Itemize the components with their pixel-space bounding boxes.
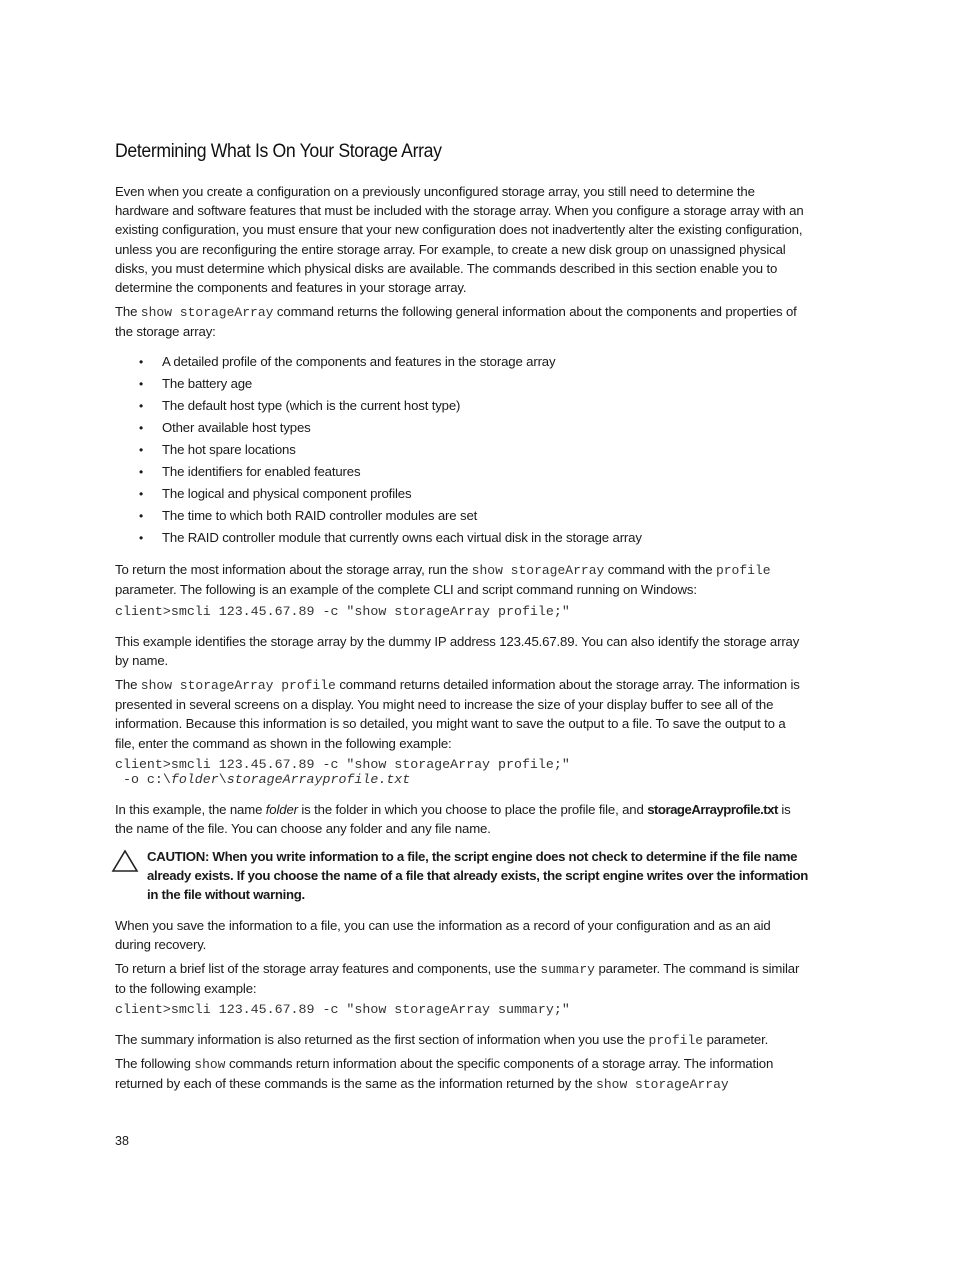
text: command returns the following general information about the components and properties of the storage array: bbox=[115, 304, 797, 340]
text: parameter. bbox=[703, 1032, 769, 1047]
list-item-text: The battery age bbox=[162, 376, 253, 391]
text: command returns detailed information about the storage array. The information is presented in several screens on a display. You might need to increase the size of your display buffer to see all of the information. Because this information is so detailed, you might want to save the output to a file. To save the output to a file, enter the command as shown in the following example: bbox=[115, 677, 800, 751]
summary-paragraph bbox=[115, 959, 808, 998]
list-item-text: A detailed profile of the components and features in the storage array bbox=[162, 354, 556, 369]
code-variable: folder bbox=[170, 772, 219, 787]
list-item-text: Other available host types bbox=[162, 420, 311, 435]
list-item-text: The logical and physical component profiles bbox=[162, 486, 412, 501]
bullet-icon: • bbox=[139, 355, 144, 369]
bullet-icon: • bbox=[139, 465, 144, 479]
list-item bbox=[115, 439, 642, 461]
folder-explanation-paragraph bbox=[115, 800, 808, 838]
caution-text: CAUTION: When you write information to a file, the script engine does not check to determine if the file name already exists. If you choose the name of a file that already exists, the script engine writes over the information in the file without warning. bbox=[147, 849, 808, 903]
text: is the folder in which you choose to place the profile file, and bbox=[297, 802, 648, 817]
command-inline: show storageArray bbox=[140, 305, 274, 320]
ip-address-paragraph: This example identifies the storage array by the dummy IP address 123.45.67.89. You can also identify the storage array by name. bbox=[115, 634, 800, 669]
profile-output-paragraph bbox=[115, 675, 808, 753]
text: In this example, the name bbox=[115, 802, 266, 817]
intro-paragraph: Even when you create a configuration on a previously unconfigured storage array, you still need to determine the hardware and software features that must be included with the storage array. When you configure a storage array with an existing configuration, you must ensure that your new configuration does not inadvertently alter the existing configuration, unless you are reconfiguring the entire storage array. For example, to create a new disk group on unassigned physical disks, you must determine which physical disks are available. The commands described in this section enable you to determine the components and features in your storage array. bbox=[115, 184, 804, 296]
command-inline: show storageArray profile bbox=[140, 678, 336, 693]
list-item bbox=[115, 505, 642, 527]
show-commands-paragraph bbox=[115, 1054, 808, 1094]
list-item bbox=[115, 483, 642, 505]
show-storagearray-paragraph bbox=[115, 302, 808, 341]
code-example-summary: client>smcli 123.45.67.89 -c "show storageArray summary;" bbox=[115, 1002, 570, 1017]
bullet-icon: • bbox=[139, 531, 144, 545]
bullet-icon: • bbox=[139, 487, 144, 501]
list-item-text: The time to which both RAID controller modules are set bbox=[162, 508, 478, 523]
parameter-inline: summary bbox=[540, 962, 595, 977]
text: commands return information about the specific components of a storage array. The information returned by each of these commands is the same as the information returned by the bbox=[115, 1056, 774, 1092]
command-inline: show storageArray bbox=[471, 563, 605, 578]
list-item-text: The RAID controller module that currently owns each virtual disk in the storage array bbox=[162, 530, 642, 545]
text: is the name of the file. You can choose any folder and any file name. bbox=[115, 802, 791, 837]
caution-triangle-icon bbox=[111, 849, 139, 873]
list-item-text: The hot spare locations bbox=[162, 442, 296, 457]
list-item bbox=[115, 395, 642, 417]
text: parameter. The following is an example of the complete CLI and script command running on Windows: bbox=[115, 582, 697, 598]
profile-paragraph bbox=[115, 560, 808, 599]
list-item-text: The default host type (which is the current host type) bbox=[162, 398, 461, 413]
code-variable: storageArrayprofile.txt bbox=[226, 772, 411, 787]
command-inline: show bbox=[194, 1057, 226, 1072]
bullet-icon: • bbox=[139, 509, 144, 523]
list-item-text: The identifiers for enabled features bbox=[162, 464, 361, 479]
list-item bbox=[115, 417, 642, 439]
code-separator: \ bbox=[218, 772, 227, 787]
bullet-icon: • bbox=[139, 399, 144, 413]
section-heading: Determining What Is On Your Storage Array bbox=[115, 141, 442, 162]
filename-term: storageArrayprofile.txt bbox=[647, 802, 778, 817]
page-number: 38 bbox=[115, 1134, 129, 1148]
text: The bbox=[115, 304, 141, 319]
parameter-inline: profile bbox=[715, 563, 771, 578]
code-example-save-to-file bbox=[115, 757, 570, 787]
text: To return a brief list of the storage array features and components, use the bbox=[115, 961, 541, 976]
command-inline: show storageArray bbox=[596, 1077, 729, 1093]
code-example-profile: client>smcli 123.45.67.89 -c "show storageArray profile;" bbox=[115, 604, 570, 619]
text: To return the most information about the storage array, run the bbox=[115, 562, 472, 577]
folder-term: folder bbox=[265, 802, 298, 817]
code-line: -o c:\ bbox=[115, 772, 171, 787]
text: The bbox=[115, 677, 141, 692]
bullet-icon: • bbox=[139, 443, 144, 457]
text: parameter. The command is similar to the following example: bbox=[115, 961, 800, 997]
summary-info-paragraph bbox=[115, 1030, 808, 1050]
list-item bbox=[115, 527, 642, 549]
text: The summary information is also returned as the first section of information when you use the bbox=[115, 1032, 649, 1047]
text: The following bbox=[115, 1056, 195, 1071]
code-line: client>smcli 123.45.67.89 -c "show storageArray profile;" bbox=[115, 757, 570, 772]
list-item bbox=[115, 351, 642, 373]
record-paragraph: When you save the information to a file, you can use the information as a record of your configuration and as an aid during recovery. bbox=[115, 918, 771, 953]
text: command with the bbox=[604, 562, 716, 577]
bullet-icon: • bbox=[139, 421, 144, 435]
list-item bbox=[115, 373, 642, 395]
list-item bbox=[115, 461, 642, 483]
bullet-icon: • bbox=[139, 377, 144, 391]
info-bullet-list bbox=[115, 351, 642, 549]
parameter-inline: profile bbox=[648, 1033, 704, 1048]
